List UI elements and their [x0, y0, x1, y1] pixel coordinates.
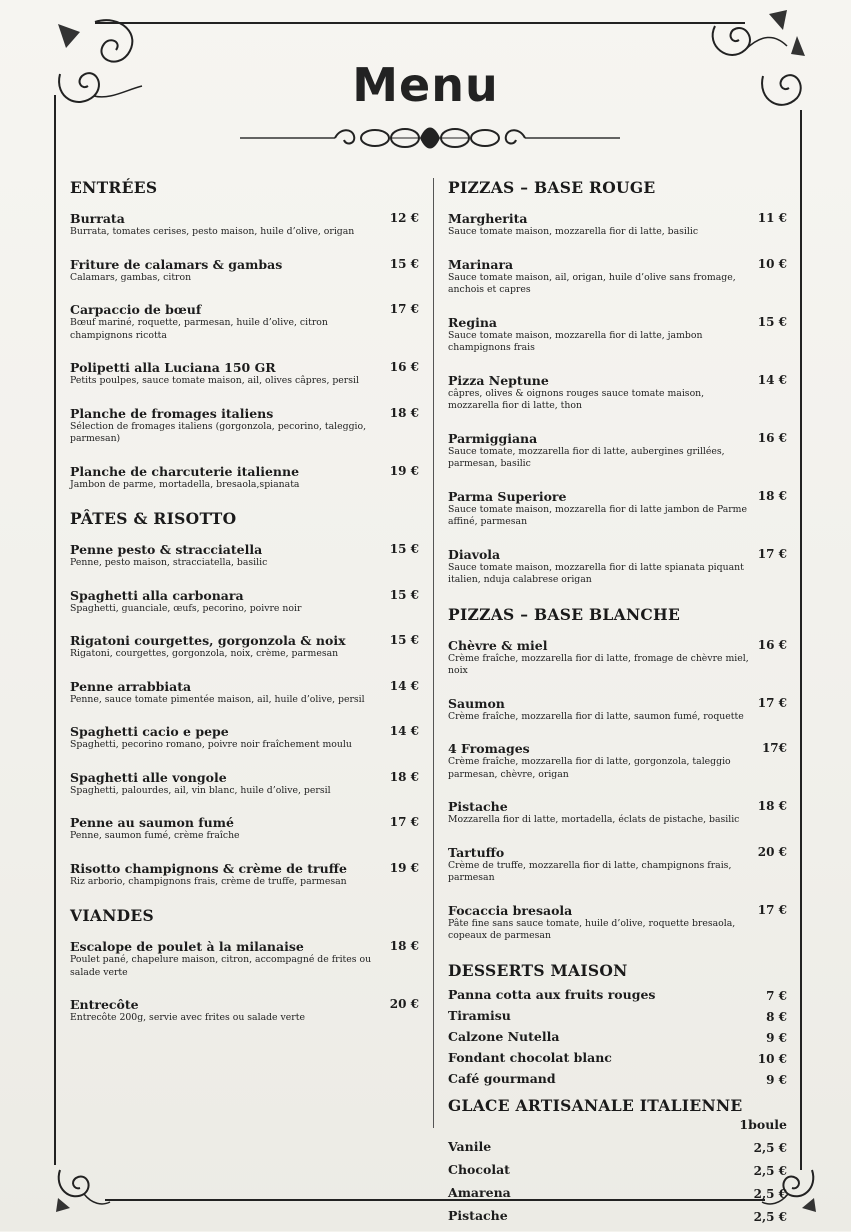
- menu-item-description: Crème fraîche, mozzarella fior di latte, fromage de chèvre miel, noix: [448, 652, 749, 676]
- menu-item-description: Crème fraîche, mozzarella fior di latte, gorgonzola, taleggio parmesan, chèvre, origan: [448, 756, 731, 780]
- menu-item: [448, 845, 793, 885]
- menu-item: [70, 815, 425, 843]
- menu-item-price: 14 €: [389, 724, 419, 738]
- menu-item-description: Sauce tomate maison, mozzarella fior di latte, jambon champignons frais: [448, 329, 703, 353]
- menu-item: [70, 406, 425, 446]
- menu-item-name: Amarena: [448, 1184, 511, 1200]
- menu-item-description: Burrata, tomates cerises, pesto maison, huile d’olive, origan: [70, 226, 355, 237]
- menu-item-name: Risotto champignons & crème de truffe: [70, 860, 347, 876]
- menu-item-price: 2,5 €: [753, 1163, 787, 1178]
- menu-item-name: Carpaccio de bœuf: [70, 302, 202, 317]
- menu-item-name: Pizza Neptune: [448, 372, 549, 388]
- menu-item: [448, 315, 793, 355]
- frame-top-line: [95, 22, 745, 24]
- menu-item: [70, 939, 425, 979]
- section-title-desserts: DESSERTS MAISON: [448, 960, 628, 980]
- menu-item-price: 18 €: [757, 488, 787, 503]
- menu-item-description: câpres, olives & oignons rouges sauce tomate maison, mozzarella fior di latte, thon: [448, 387, 705, 411]
- menu-item-description: Penne, saumon fumé, crème fraîche: [70, 830, 240, 841]
- menu-item-price: 16 €: [757, 637, 787, 652]
- menu-item-price: 20 €: [757, 844, 787, 859]
- menu-item: [448, 696, 793, 724]
- menu-item-price: 19 €: [389, 463, 419, 478]
- menu-item-price: 20 €: [389, 997, 419, 1011]
- menu-item: [70, 724, 425, 752]
- menu-item: [70, 542, 425, 570]
- menu-item: [448, 1009, 793, 1023]
- menu-item-description: Spaghetti, pecorino romano, poivre noir fraîchement moulu: [70, 739, 352, 750]
- menu-item-name: Marinara: [448, 256, 514, 272]
- menu-item: [70, 211, 425, 239]
- glace-list: [448, 1140, 793, 1223]
- menu-item-description: Spaghetti, guanciale, œufs, pecorino, poivre noir: [70, 602, 302, 614]
- menu-item: [70, 257, 425, 285]
- menu-item-name: Burrata: [70, 211, 125, 226]
- glace-unit-label: 1boule: [739, 1116, 787, 1132]
- menu-item-name: Tiramisu: [448, 1007, 511, 1023]
- menu-item-name: Penne pesto & stracciatella: [70, 542, 263, 557]
- menu-item: [448, 988, 793, 1002]
- pates-list: [70, 542, 425, 888]
- menu-item-price: 9 €: [766, 1072, 787, 1087]
- entrees-list: [70, 211, 425, 491]
- section-viandes: [70, 906, 425, 1025]
- menu-item-price: 17 €: [757, 695, 787, 710]
- menu-item: [448, 489, 793, 529]
- menu-item-name: Spaghetti alla carbonara: [70, 587, 244, 603]
- menu-item-name: Café gourmand: [448, 1070, 556, 1086]
- menu-item-price: 17 €: [757, 546, 787, 561]
- menu-item-description: Crème de truffe, mozzarella fior di latte, champignons frais, parmesan: [448, 859, 732, 883]
- menu-item-name: Friture de calamars & gambas: [70, 256, 283, 272]
- menu-item-price: 17€: [761, 741, 787, 755]
- menu-item-price: 11 €: [757, 211, 787, 225]
- menu-item-description: Mozzarella fior di latte, mortadella, éclats de pistache, basilic: [448, 814, 740, 825]
- menu-item-name: Calzone Nutella: [448, 1028, 560, 1044]
- menu-item-name: Tartuffo: [448, 844, 505, 860]
- menu-item: [448, 1051, 793, 1065]
- menu-item-name: Chocolat: [448, 1161, 510, 1177]
- menu-item: [70, 997, 425, 1025]
- menu-item-description: Sélection de fromages italiens (gorgonzola, pecorino, taleggio, parmesan): [70, 420, 367, 444]
- section-desserts: [448, 961, 793, 1086]
- title-divider-flourish-icon: [240, 120, 620, 156]
- menu-item-price: 14 €: [389, 678, 419, 693]
- menu-item-price: 19 €: [389, 860, 419, 875]
- menu-item-price: 17 €: [389, 302, 419, 316]
- menu-item: [70, 770, 425, 798]
- section-title-glace: GLACE ARTISANALE ITALIENNE: [448, 1095, 743, 1115]
- frame-right-line: [800, 110, 802, 1170]
- menu-item: [70, 302, 425, 342]
- menu-item-description: Calamars, gambas, citron: [70, 271, 192, 283]
- menu-item-description: Entrecôte 200g, servie avec frites ou salade verte: [70, 1012, 305, 1023]
- menu-item: [70, 360, 425, 388]
- menu-item-name: Penne au saumon fumé: [70, 815, 234, 830]
- menu-item-price: 10 €: [757, 256, 787, 271]
- menu-item: [448, 1072, 793, 1086]
- menu-item-name: Focaccia bresaola: [448, 902, 573, 918]
- menu-item: [448, 1163, 793, 1177]
- menu-item-name: Pistache: [448, 799, 508, 814]
- menu-item-price: 12 €: [389, 211, 419, 225]
- section-pizzas-blanche: [448, 605, 793, 943]
- menu-item: [70, 861, 425, 889]
- menu-item-price: 15 €: [389, 633, 419, 647]
- section-pizzas-rouge: [448, 178, 793, 587]
- menu-item: [448, 431, 793, 471]
- menu-item-price: 18 €: [389, 939, 419, 953]
- menu-item-description: Rigatoni, courgettes, gorgonzola, noix, crème, parmesan: [70, 648, 339, 659]
- corner-flourish-bottom-left-icon: [52, 1158, 112, 1218]
- column-divider: [433, 178, 434, 1128]
- menu-item-description: Poulet pané, chapelure maison, citron, accompagné de frites ou salade verte: [70, 954, 372, 978]
- menu-item-description: Penne, sauce tomate pimentée maison, ail, huile d’olive, persil: [70, 693, 365, 705]
- menu-item: [448, 741, 793, 781]
- menu-item-name: Saumon: [448, 695, 505, 711]
- menu-item-price: 8 €: [766, 1009, 787, 1024]
- menu-item-description: Crème fraîche, mozzarella fior di latte, saumon fumé, roquette: [448, 710, 744, 722]
- menu-item: [448, 257, 793, 297]
- menu-item-price: 7 €: [766, 988, 787, 1003]
- section-pates: [70, 509, 425, 888]
- menu-item-price: 15 €: [389, 587, 419, 602]
- section-title-pates: PÂTES & RISOTTO: [70, 509, 237, 528]
- viandes-list: [70, 939, 425, 1025]
- menu-item-name: 4 Fromages: [448, 741, 530, 756]
- menu-item: [70, 588, 425, 616]
- menu-item: [448, 211, 793, 239]
- menu-item: [448, 547, 793, 587]
- menu-item-price: 10 €: [757, 1051, 787, 1066]
- menu-item-price: 2,5 €: [753, 1209, 787, 1224]
- right-column: [448, 178, 793, 1232]
- desserts-list: [448, 988, 793, 1086]
- menu-item-name: Penne arrabbiata: [70, 678, 192, 694]
- menu-item-name: Planche de fromages italiens: [70, 405, 274, 421]
- menu-item-description: Penne, pesto maison, stracciatella, basilic: [70, 557, 268, 568]
- menu-item-description: Pâte fine sans sauce tomate, huile d’olive, roquette bresaola, copeaux de parmesan: [448, 917, 736, 941]
- menu-item-price: 16 €: [389, 360, 419, 374]
- menu-item-description: Bœuf mariné, roquette, parmesan, huile d’olive, citron champignons ricotta: [70, 317, 328, 341]
- left-column: [70, 178, 425, 1043]
- menu-item-price: 18 €: [757, 799, 787, 813]
- menu-item-price: 9 €: [766, 1030, 787, 1045]
- menu-item: [448, 638, 793, 678]
- menu-item: [448, 1209, 793, 1223]
- menu-item-description: Sauce tomate maison, mozzarella fior di latte spianata piquant italien, nduja calabrese origan: [448, 561, 744, 585]
- section-title-viandes: VIANDES: [70, 906, 155, 925]
- menu-item-price: 17 €: [389, 815, 419, 829]
- menu-item-name: Planche de charcuterie italienne: [70, 463, 300, 479]
- menu-item-name: Margherita: [448, 211, 528, 226]
- menu-item: [70, 464, 425, 492]
- menu-item-price: 17 €: [757, 902, 787, 917]
- menu-item: [448, 373, 793, 413]
- section-title-entrees: ENTRÉES: [70, 178, 158, 197]
- frame-left-line: [54, 95, 56, 1165]
- menu-item-name: Polipetti alla Luciana 150 GR: [70, 360, 276, 375]
- menu-item-price: 16 €: [757, 430, 787, 445]
- menu-item-name: Parma Superiore: [448, 488, 567, 504]
- pizzas-blanche-list: [448, 638, 793, 943]
- menu-item-name: Spaghetti alle vongole: [70, 769, 227, 785]
- menu-item-description: Jambon de parme, mortadella, bresaola,spianata: [70, 478, 300, 490]
- menu-item-name: Diavola: [448, 546, 501, 562]
- menu-title: Menu: [352, 58, 499, 112]
- menu-item: [448, 799, 793, 827]
- menu-item: [448, 1140, 793, 1154]
- menu-item-price: 2,5 €: [753, 1140, 787, 1155]
- menu-item-description: Petits poulpes, sauce tomate maison, ail, olives câpres, persil: [70, 375, 359, 386]
- menu-item-description: Sauce tomate maison, ail, origan, huile d’olive sans fromage, anchois et capres: [448, 271, 736, 295]
- menu-item-name: Pistache: [448, 1207, 508, 1223]
- menu-item-price: 18 €: [389, 769, 419, 784]
- menu-item-description: Riz arborio, champignons frais, crème de truffe, parmesan: [70, 875, 347, 887]
- menu-item-price: 15 €: [757, 314, 787, 329]
- menu-item-price: 15 €: [389, 256, 419, 271]
- menu-item-name: Panna cotta aux fruits rouges: [448, 986, 656, 1002]
- menu-item-name: Parmiggiana: [448, 430, 538, 446]
- menu-item-name: Vanile: [448, 1138, 492, 1154]
- section-entrees: [70, 178, 425, 491]
- menu-item-description: Sauce tomate, mozzarella fior di latte, aubergines grillées, parmesan, basilic: [448, 445, 725, 469]
- menu-item-price: 18 €: [389, 405, 419, 420]
- menu-item-name: Chèvre & miel: [448, 637, 548, 653]
- pizzas-rouge-list: [448, 211, 793, 587]
- menu-item-name: Spaghetti cacio e pepe: [70, 724, 229, 739]
- menu-item-price: 14 €: [757, 372, 787, 387]
- menu-item-name: Entrecôte: [70, 997, 139, 1012]
- menu-item-name: Rigatoni courgettes, gorgonzola & noix: [70, 633, 346, 648]
- menu-item-name: Fondant chocolat blanc: [448, 1049, 612, 1065]
- menu-item-description: Sauce tomate maison, mozzarella fior di latte, basilic: [448, 226, 699, 237]
- menu-item-description: Spaghetti, palourdes, ail, vin blanc, huile d’olive, persil: [70, 784, 331, 796]
- menu-item: [70, 679, 425, 707]
- menu-item-name: Escalope de poulet à la milanaise: [70, 939, 304, 954]
- menu-item: [448, 1186, 793, 1200]
- menu-item: [448, 903, 793, 943]
- menu-item: [448, 1030, 793, 1044]
- menu-item: [70, 633, 425, 661]
- menu-item-name: Regina: [448, 314, 498, 330]
- section-title-pizzas-rouge: PIZZAS – BASE ROUGE: [448, 178, 656, 197]
- menu-item-price: 2,5 €: [753, 1186, 787, 1201]
- section-title-pizzas-blanche: PIZZAS – BASE BLANCHE: [448, 604, 681, 624]
- menu-item-price: 15 €: [389, 542, 419, 556]
- section-glace: [448, 1096, 793, 1223]
- menu-item-description: Sauce tomate maison, mozzarella fior di latte jambon de Parme affiné, parmesan: [448, 503, 747, 527]
